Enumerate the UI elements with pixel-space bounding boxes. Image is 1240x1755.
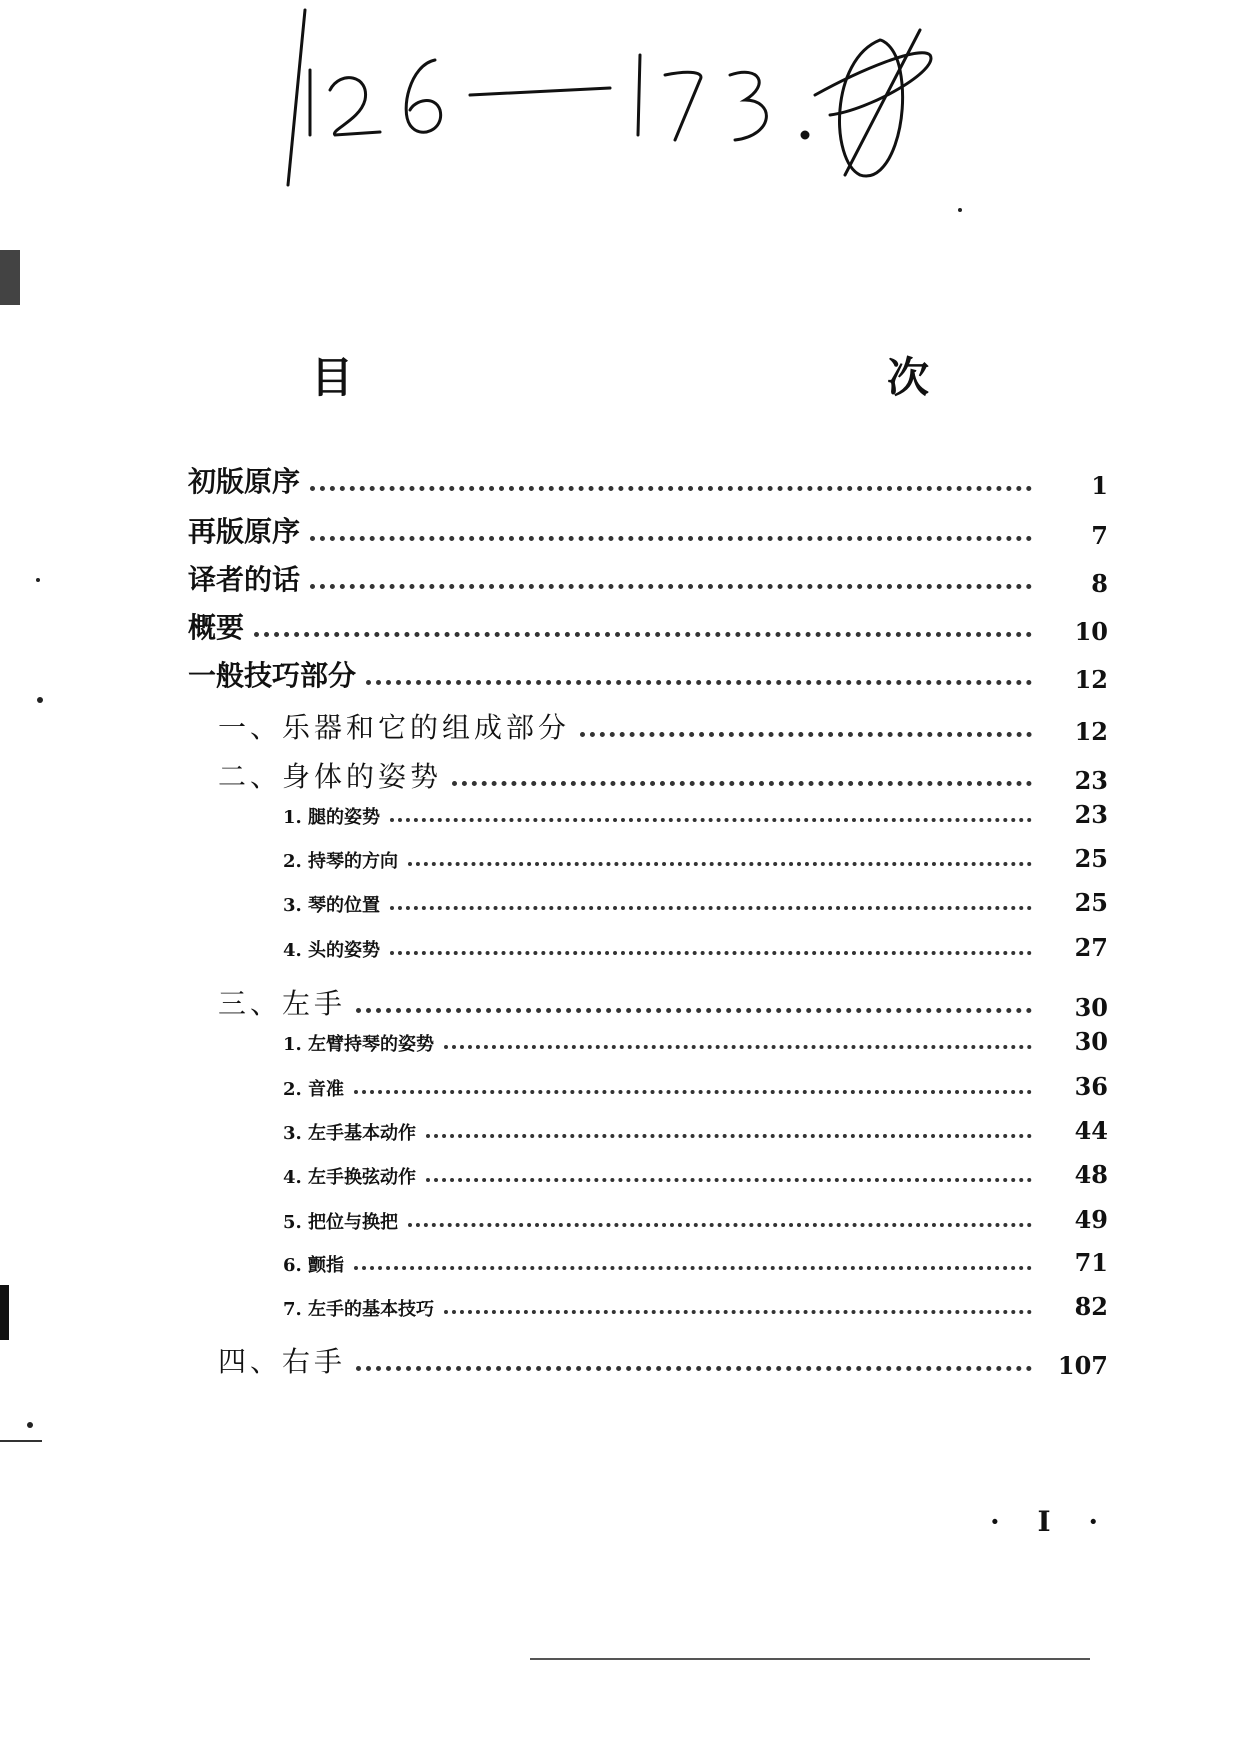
toc-entry-page: 49 — [1074, 1205, 1108, 1234]
toc-entry-title: 1. 左臂持琴的姿势 — [283, 1034, 435, 1055]
toc-heading: 目 次 — [310, 353, 1079, 402]
toc-entry-page: 30 — [1074, 993, 1108, 1022]
toc-entry-title: 概要 — [188, 611, 245, 644]
toc-entry-page: 12 — [1074, 665, 1108, 694]
dot-leader — [390, 906, 1032, 910]
bottom-rule-mark — [530, 1658, 1090, 1660]
dot-leader — [310, 584, 1032, 589]
speck-mark — [27, 1422, 33, 1428]
toc-entry-title: 一、乐器和它的组成部分 — [218, 711, 571, 744]
toc-entry-page: 10 — [1074, 617, 1108, 646]
toc-entry[interactable] — [188, 706, 1108, 746]
binding-edge-mark — [0, 1285, 9, 1340]
toc-entry-page: 82 — [1074, 1292, 1108, 1321]
page-folio: · I · — [990, 1505, 1113, 1538]
toc-entry-page: 30 — [1074, 1027, 1108, 1056]
toc-entry[interactable] — [188, 982, 1108, 1022]
dot-leader — [310, 486, 1032, 491]
toc-entry-title: 四、右手 — [218, 1345, 347, 1378]
dot-leader — [444, 1310, 1032, 1314]
toc-entry-title: 二、身体的姿势 — [218, 760, 443, 793]
toc-entry[interactable] — [188, 510, 1108, 550]
handwriting-drawing — [270, 0, 1070, 220]
toc-entry[interactable] — [188, 755, 1108, 795]
toc-entry[interactable] — [188, 844, 1108, 873]
dot-leader — [452, 781, 1032, 786]
toc-entry-title: 2. 音准 — [283, 1079, 345, 1100]
dot-leader — [426, 1134, 1032, 1138]
toc-entry-page: 23 — [1074, 766, 1108, 795]
dot-leader — [354, 1090, 1032, 1094]
toc-entry-page: 44 — [1074, 1116, 1108, 1145]
speck-mark — [37, 697, 43, 703]
toc-entry[interactable] — [188, 1027, 1108, 1056]
toc-entry-page: 25 — [1074, 888, 1108, 917]
dot-leader — [356, 1008, 1032, 1013]
toc-entry-page: 36 — [1074, 1072, 1108, 1101]
toc-entry-page: 23 — [1074, 800, 1108, 829]
toc-entry-title: 7. 左手的基本技巧 — [283, 1299, 435, 1320]
toc-entry[interactable] — [188, 1116, 1108, 1145]
toc-entry[interactable] — [188, 1160, 1108, 1189]
toc-entry-title: 一般技巧部分 — [188, 659, 357, 692]
dot-leader — [366, 680, 1032, 685]
toc-entry-title: 1. 腿的姿势 — [283, 807, 381, 828]
dot-leader — [580, 732, 1032, 737]
dot-leader — [254, 632, 1032, 637]
dot-leader — [444, 1045, 1032, 1049]
speck-mark — [36, 578, 40, 582]
toc-entry[interactable] — [188, 1205, 1108, 1234]
toc-entry-page: 12 — [1074, 717, 1108, 746]
toc-entry[interactable] — [188, 1340, 1108, 1380]
dot-leader — [356, 1366, 1032, 1371]
toc-entry-title: 4. 左手换弦动作 — [283, 1167, 417, 1188]
toc-entry-page: 27 — [1074, 933, 1108, 962]
toc-entry-page: 7 — [1091, 521, 1108, 550]
toc-entry-title: 4. 头的姿势 — [283, 940, 381, 961]
dot-leader — [310, 536, 1032, 541]
toc-entry[interactable] — [188, 558, 1108, 598]
toc-entry-title: 5. 把位与换把 — [283, 1212, 399, 1233]
edge-line-mark — [0, 1440, 42, 1442]
toc-entry-page: 1 — [1091, 471, 1108, 500]
adjacent-page-edge-mark — [0, 250, 20, 305]
toc-entry[interactable] — [188, 933, 1108, 962]
toc-entry-page: 25 — [1074, 844, 1108, 873]
toc-entry[interactable] — [188, 1292, 1108, 1321]
toc-entry-page: 107 — [1057, 1351, 1108, 1380]
toc-entry-title: 译者的话 — [188, 563, 301, 596]
dot-leader — [390, 951, 1032, 955]
dot-leader — [408, 1223, 1032, 1227]
toc-entry-title: 6. 颤指 — [283, 1255, 345, 1276]
toc-entry-title: 三、左手 — [218, 987, 347, 1020]
dot-leader — [390, 818, 1032, 822]
toc-entry-title: 初版原序 — [188, 465, 301, 498]
toc-entry[interactable] — [188, 1248, 1108, 1277]
handwritten-page-range — [270, 0, 1070, 220]
toc-entry-title: 3. 琴的位置 — [283, 895, 381, 916]
toc-entry-page: 71 — [1074, 1248, 1108, 1277]
dot-leader — [408, 862, 1032, 866]
dot-leader — [354, 1266, 1032, 1270]
toc-entry[interactable] — [188, 800, 1108, 829]
toc-entry-title: 3. 左手基本动作 — [283, 1123, 417, 1144]
toc-entry[interactable] — [188, 460, 1108, 500]
toc-entry[interactable] — [188, 888, 1108, 917]
toc-entry[interactable] — [188, 1072, 1108, 1101]
toc-entry-title: 2. 持琴的方向 — [283, 851, 399, 872]
toc-entry-title: 再版原序 — [188, 515, 301, 548]
toc-entry[interactable] — [188, 654, 1108, 694]
toc-entry-page: 48 — [1074, 1160, 1108, 1189]
toc-entry-page: 8 — [1091, 569, 1108, 598]
toc-entry[interactable] — [188, 606, 1108, 646]
dot-leader — [426, 1178, 1032, 1182]
